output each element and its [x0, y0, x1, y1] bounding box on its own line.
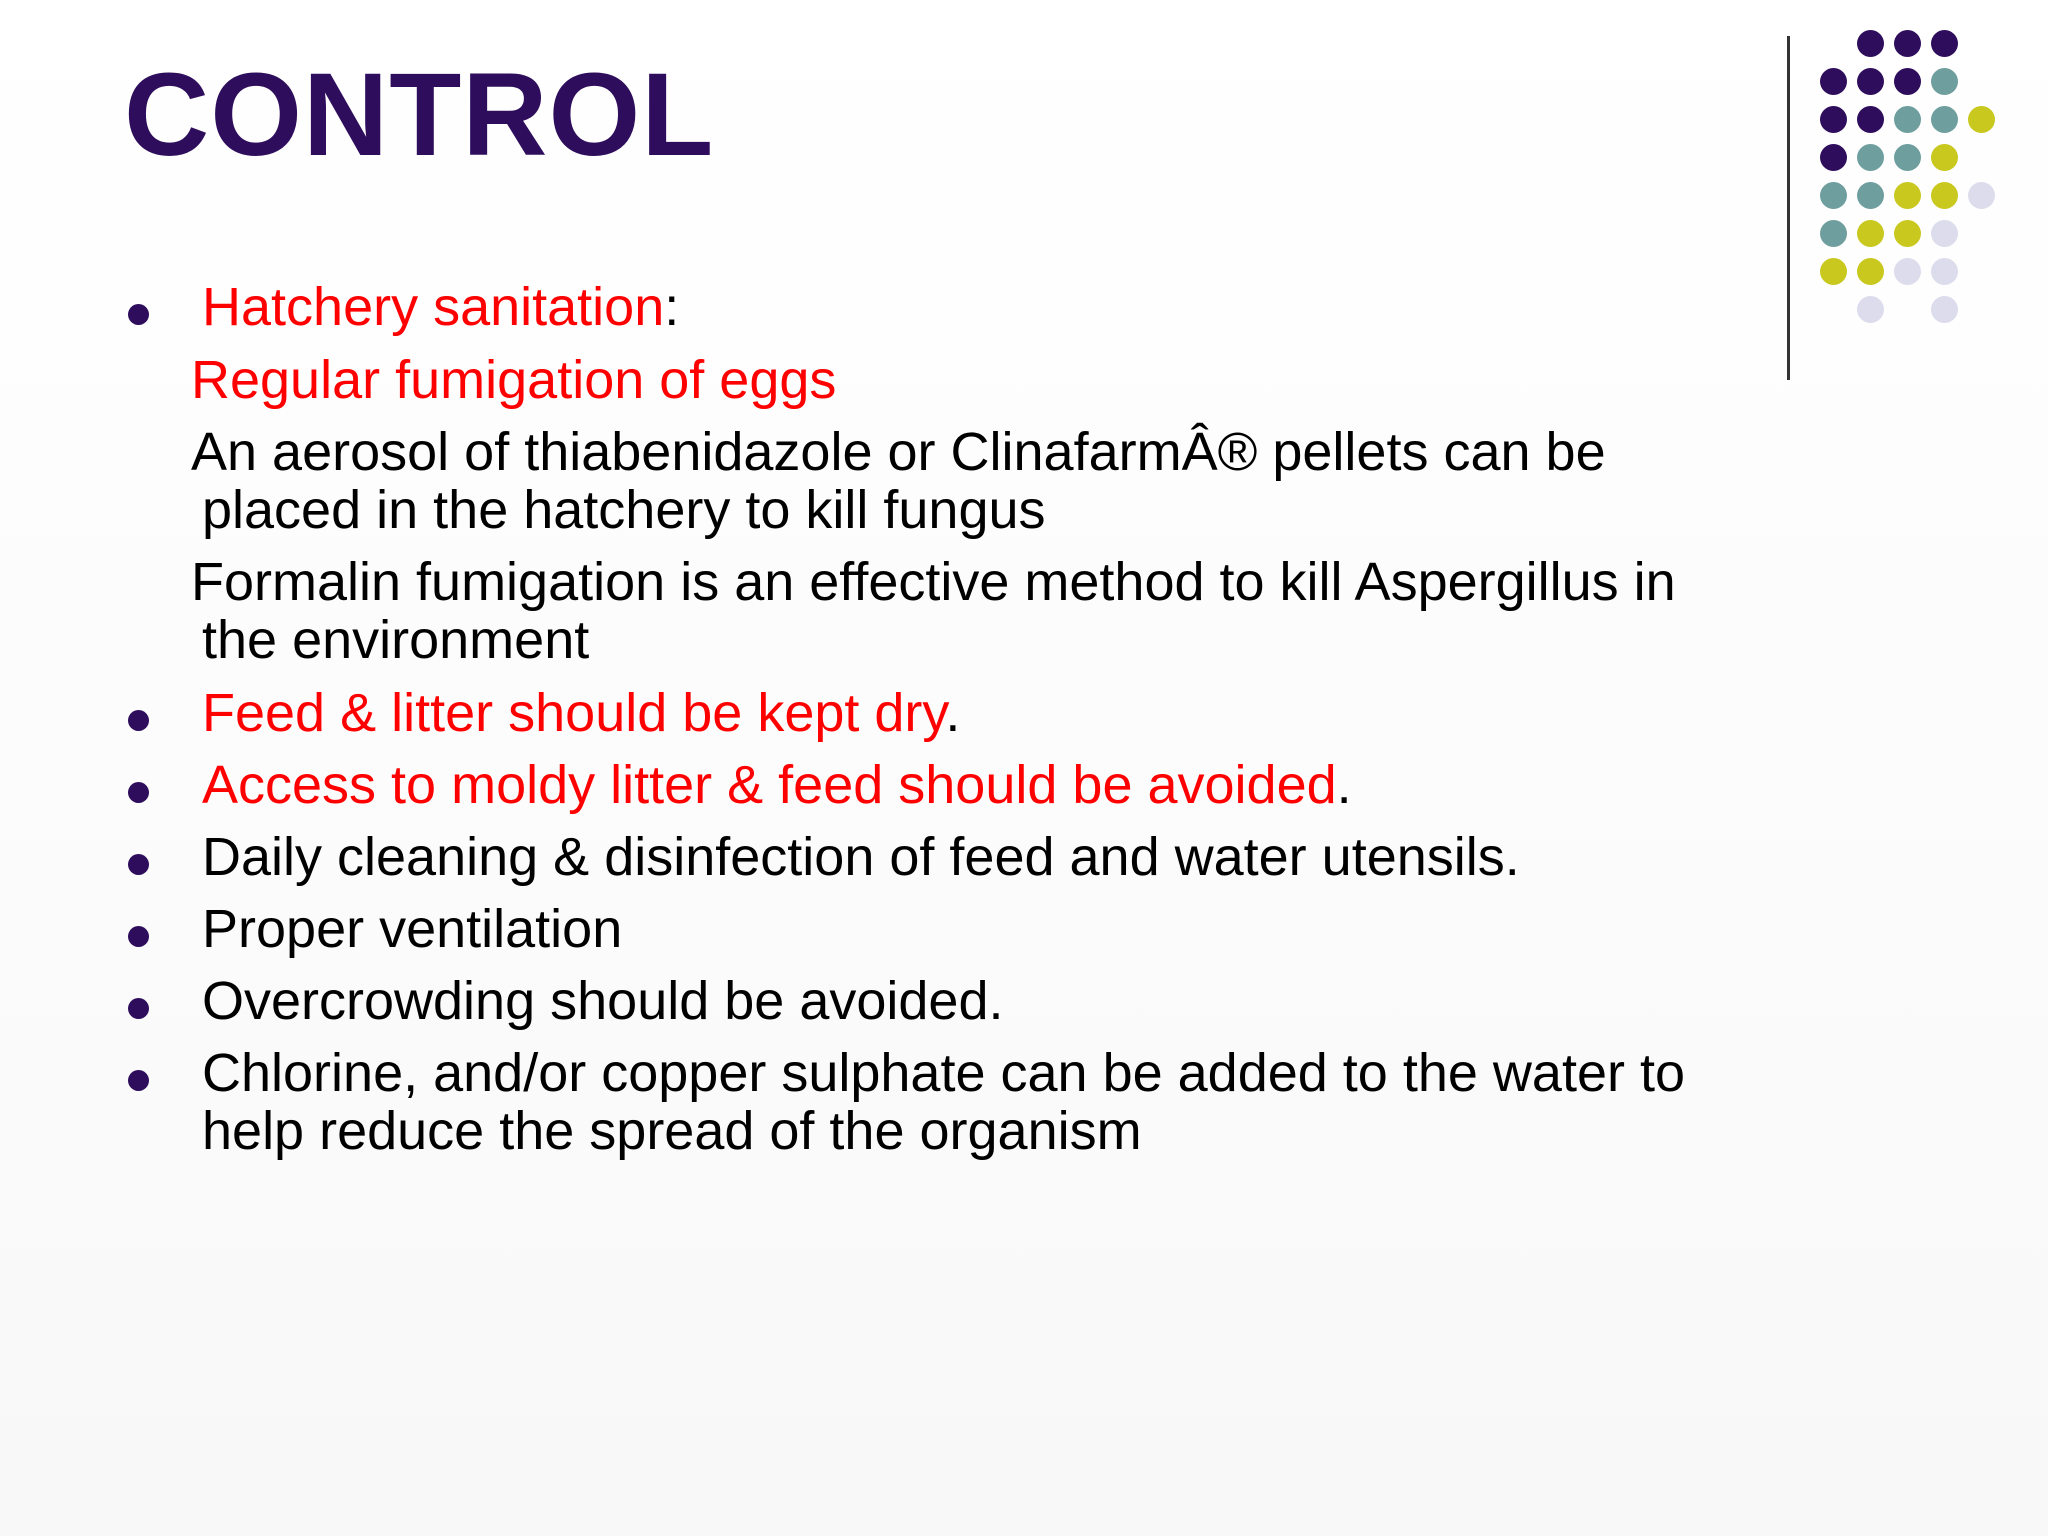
- bullet-text: Overcrowding should be avoided.: [202, 971, 1004, 1031]
- bullet-text: [202, 278, 679, 336]
- sub-item-aerosol-line2: placed in the hatchery to kill fungus: [202, 480, 1046, 540]
- bullet-emphasis: Hatchery sanitation: [202, 277, 665, 337]
- bullet-suffix: .: [945, 683, 961, 743]
- bullet-text-line1: Chlorine, and/or copper sulphate can be added to the water to: [202, 1043, 1685, 1103]
- bullet-text: [202, 684, 960, 742]
- sub-item-fumigation: Regular fumigation of eggs: [191, 350, 837, 410]
- bullet-text: Proper ventilation: [202, 899, 623, 959]
- bullet-marker: [128, 1070, 149, 1091]
- bullet-marker: [128, 854, 149, 875]
- bullet-emphasis: Feed & litter should be kept dry: [202, 683, 946, 743]
- bullet-marker: [128, 926, 149, 947]
- bullet-marker: [128, 304, 149, 325]
- sub-item-formalin-line2: the environment: [202, 610, 590, 670]
- bullet-marker: [128, 998, 149, 1019]
- bullet-suffix: :: [664, 277, 680, 337]
- bullet-marker: [128, 782, 149, 803]
- sub-item-aerosol-line1: An aerosol of thiabenidazole or ClinafarmÂ® pellets can be: [191, 422, 1606, 482]
- sub-item-formalin-line1: Formalin fumigation is an effective method to kill Aspergillus in: [191, 552, 1676, 612]
- bullet-marker: [128, 710, 149, 731]
- bullet-emphasis: Access to moldy litter & feed should be avoided: [202, 755, 1337, 815]
- bullet-text: Daily cleaning & disinfection of feed and water utensils.: [202, 827, 1520, 887]
- bullet-text: [202, 756, 1352, 814]
- bullet-suffix: .: [1336, 755, 1352, 815]
- bullet-chlorine-line2: help reduce the spread of the organism: [202, 1101, 1142, 1161]
- slide-title: CONTROL: [124, 49, 715, 181]
